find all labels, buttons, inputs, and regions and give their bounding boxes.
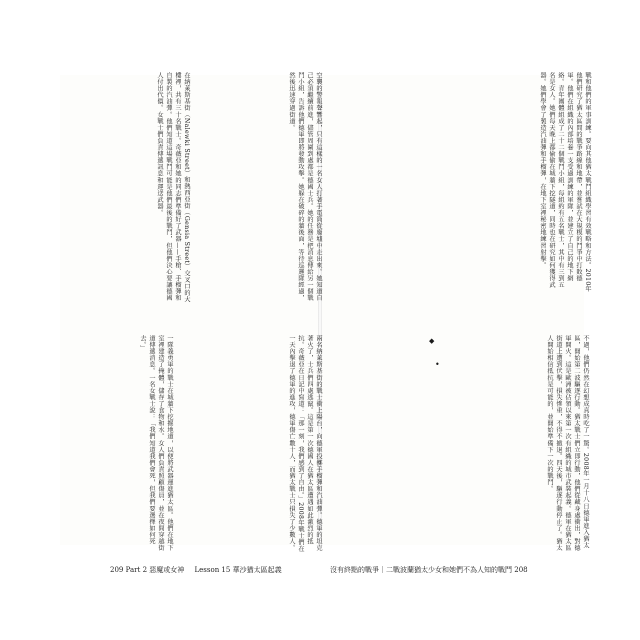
left-page-bottom-column-1: 兩名納萊斯基街的戰士衝上陽台，向德軍投擲手榴彈和汽油彈。德軍的坦克著火了，士兵們四處逃竄。這是第一次德國人在猶太區遭遇如此激烈的抵抗。奇薇亞在日記中寫道：「那一刻，我們感到了自由。」2008年戰士們在一天內擊退了德軍的進攻，德軍傷亡數十人，而猶太戰士只損失了少數人。 bbox=[288, 335, 322, 553]
section-marker: ◆ bbox=[429, 336, 435, 345]
part-label: Part 2 bbox=[125, 566, 148, 574]
part-title: 惡魔或女神 bbox=[149, 566, 185, 574]
left-page-footer bbox=[110, 565, 282, 575]
right-page-footer bbox=[330, 565, 528, 575]
lesson-label: Lesson 15 bbox=[194, 566, 231, 574]
left-page-bottom-column-2: 一隊義勇軍的戰士在城牆下挖掘地道，以便將武器運進猶太區。他們在地下室裡建造了掩體，儲存了食物和水。女人們負責照顧傷員，並在夜間穿越街道傳遞消息。一名女戰士說：「我們知道我們會死，但我們要選擇如何死去。」 bbox=[139, 335, 173, 552]
running-head: 沒有終點的戰爭｜二戰波蘭猶太少女和她們不為人知的戰鬥 bbox=[330, 566, 512, 574]
lesson-title: 華沙猶太區起義 bbox=[232, 566, 282, 574]
left-page-top-column-1: 空襲的警報聲響起，只有這樣的一名女人打著手電筒從廢墟中走出來。她知道自己必須繼續前進，儘管周圍到處都是德國士兵。她的任務是把消息傳給另一個戰鬥小組，告訴他們德軍即將發動攻擊。她躲在破碎的牆後面，等待巡邏隊經過，然後迅速穿過街道。 bbox=[288, 72, 322, 302]
right-page-top-text: 戰和他們的軍事訓練。要向其他猶太戰鬥組織學習有效戰略和方法。2010年他們研究了猶太區間的戰爭路線和地帶，並嘗試在大規模的鬥爭中打敗德軍。他們在組織的內部培養一支受過訓練的軍隊，並建立了自己的地下網絡。青年團體組成了二十二個戰鬥小組，每組約有五名戰士，其中有三到五名是女人。她們每天晚上都偷偷在城牆下挖隧道，同時也在研究如何獲得武器。她們學會了製造汽油彈和手榴彈，在地下室裡秘密地練習射擊。 bbox=[539, 72, 591, 293]
section-dot: • bbox=[435, 360, 440, 369]
right-page-bottom-text: 不過，他們仍然在幻想成真時吃了一驚。2008年一月十八日德軍進入猶太區，開始第二波驅逐行動。猶太戰士們立即行動，他們從藏身處衝出，對德軍開火。這是歐洲被佔領以來第一次有組織的城市武裝起義。德軍在猶太區街道上遭到伏擊，損失慘重，不得不撤退。四天後，驅逐行動停止了。猶太人開始相信抵抗是可能的，並開始準備下一次的戰鬥。 bbox=[546, 335, 589, 552]
left-page-number: 209 bbox=[110, 566, 124, 574]
left-page-top-column-2: 在納萊斯基街（Nalewki Street）和熱西亞街（Gensia Street）交叉口的大樓裡，共有三十名戰士。奇薇亞和她的同志們準備好了武器——手槍、手榴彈和自製的汽油彈。他們知道這場戰鬥可能是他們最後的戰鬥，但他們決心要讓德國人付出代價。女戰士們負責傳遞訊息和運送武器。 bbox=[156, 72, 190, 303]
right-page-number: 208 bbox=[514, 566, 528, 574]
